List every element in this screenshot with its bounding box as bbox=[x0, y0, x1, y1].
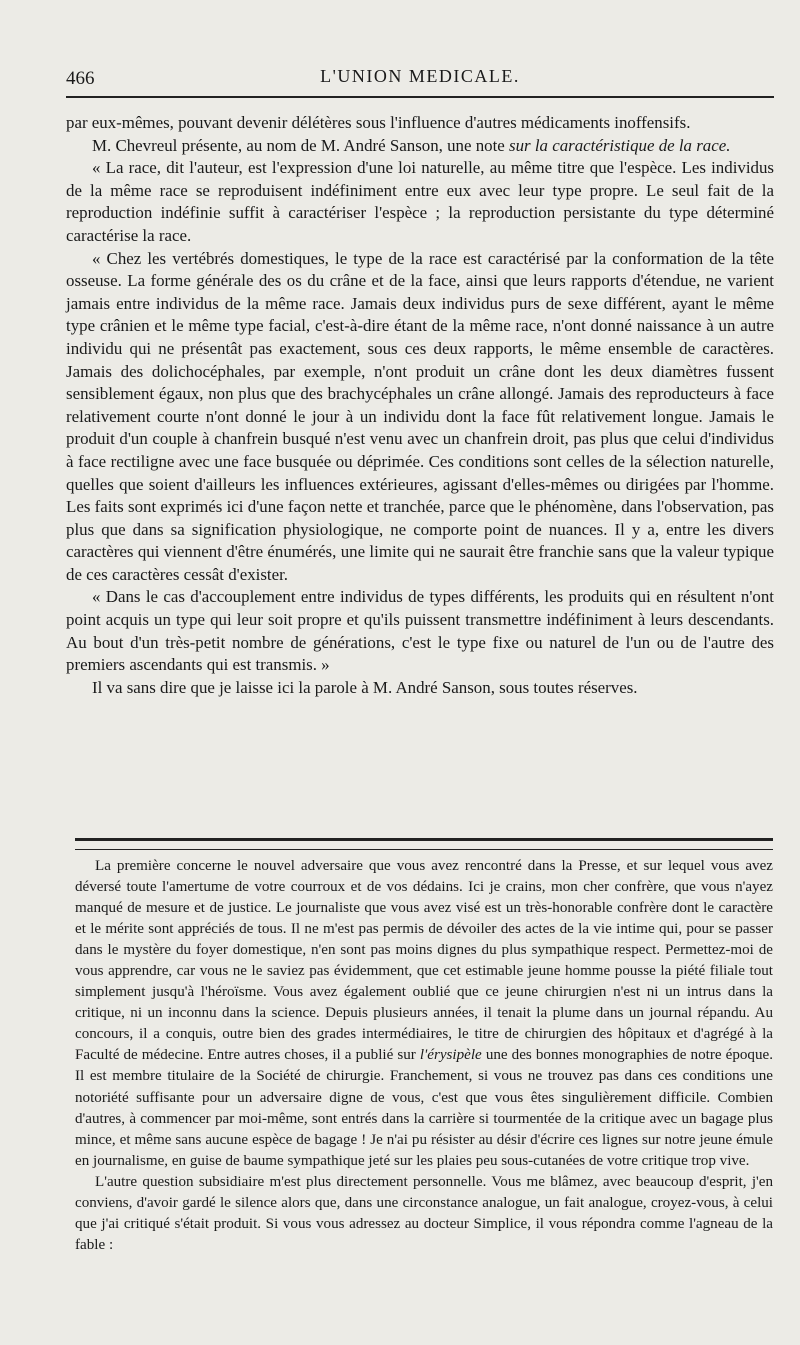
page-header bbox=[66, 60, 774, 98]
main-article bbox=[66, 112, 774, 699]
feuilleton-paragraph-2: L'autre question subsidiaire m'est plus directement personnelle. Vous me blâmez, avec beaucoup d'esprit, j'en conviens, d'avoir gardé le silence alors que, dans une circonstance analogue, un fait analogue, croyez-vous, à celui que j'ai critiqué s'était produit. Si vous vous adressez au docteur Simplice, il vous répondra comme l'agneau de la fable : bbox=[75, 1173, 773, 1253]
feuilleton-divider bbox=[75, 838, 773, 850]
paragraph-accouplement: « Dans le cas d'accouplement entre individus de types différents, les produits qui en résultent n'ont point acquis un type qui leur soit propre et qu'ils puissent transmettre indéfiniment à leurs descendants. Au bout d'un très-petit nombre de générations, c'est le type fixe ou naturel de l'un ou de l'autre des premiers ascendants qui est transmis. » bbox=[66, 587, 774, 675]
paragraph-chevreul bbox=[66, 135, 774, 158]
paragraph-vertebres: « Chez les vertébrés domestiques, le type de la race est caractérisé par la conformation de la tête osseuse. La forme générale des os du crâne et de la face, ainsi que leurs rapports d'étendue, ne varient jamais entre individus de la même race. Jamais deux individus purs de sexe différent, ayant le même type crânien et le même type facial, c'est-à-dire étant de la même race, n'ont donné naissance à un autre individu qui ne présentât pas exactement, sous ces deux rapports, le même ensemble de caractères. Jamais des dolichocéphales, par exemple, n'ont produit un crâne dont les deux diamètres fussent sensiblement égaux, non plus que des brachycéphales un crâne allongé. Jamais des reproducteurs à face relativement courte n'ont donné le jour à un individu dont la face fût relativement longue. Jamais le produit d'un couple à chanfrein busqué n'est venu avec un chanfrein droit, pas plus que celui d'individus à face rectiligne avec une face busquée ou déprimée. Ces conditions sont celles de la sélection naturelle, quelles que soient d'ailleurs les influences extérieures, agissant d'elles-mêmes ou dirigées par l'homme. Les faits sont exprimés ici d'une façon nette et tranchée, parce que le phénomène, dans l'observation, pas plus que dans sa signification physiologique, ne comporte point de nuances. Il y a, entre les divers caractères qui viennent d'être énumérés, une limite qui ne saurait être franchie sans que la valeur typique de ces caractères cessât d'exister. bbox=[66, 248, 774, 584]
running-title: L'UNION MEDICALE. bbox=[320, 66, 520, 86]
paragraph-race-definition: « La race, dit l'auteur, est l'expression d'une loi naturelle, au même titre que l'espèce. Les individus de la même race se reproduisent indéfiniment entre eux avec leur type propre. Le seul fait de la reproduction indéfinie suffit à caractériser l'espèce ; la reproduction persistante du type déterminé caractérise la race. bbox=[66, 158, 774, 245]
page-number: 466 bbox=[66, 68, 95, 89]
paragraph-chevreul-text: M. Chevreul présente, au nom de M. André Sanson, une note bbox=[92, 135, 510, 155]
paragraph-reserves: Il va sans dire que je laisse ici la parole à M. André Sanson, sous toutes réserves. bbox=[92, 677, 638, 697]
erysipele-term: l'érysipèle bbox=[419, 1047, 482, 1064]
feuilleton-paragraph-1 bbox=[75, 856, 773, 1172]
feuilleton-paragraph-1-text: La première concerne le nouvel adversaire que vous avez rencontré dans la Presse, et sur lequel vous avez déversé toute l'amertume de votre courroux et de vos dédains. Ici je crains, mon cher confrère, que vous n'ayez manqué de mesure et de justice. Le journaliste que vous avez visé est un très-honorable confrère dont le caractère et le mérite sont appréciés de tous. Il ne m'est pas permis de dévoiler des actes de la vie intime qui, pour se passer dans le mystère du foyer domestique, n'en sont pas moins dignes du plus sympathique respect. Permettez-moi de vous apprendre, car vous ne le saviez pas évidemment, que cet estimable jeune homme pousse la piété filiale tout simplement jusqu'à l'héroïsme. Vous avez également oublié que ce jeune chirurgien n'est ni un intrus dans la critique, ni un inconnu dans la science. Depuis plusieurs années, il tenait la plume dans un journal répandu. Au concours, il a conquis, outre bien des grades intermédiaires, le titre de chirurgien des hôpitaux et d'agrégé à la Faculté de médecine. Entre autres choses, il a publié sur bbox=[75, 858, 773, 1064]
feuilleton-section bbox=[75, 856, 773, 1256]
note-title: sur la caractéristique de la race. bbox=[509, 135, 731, 155]
feuilleton-paragraph-1-text-b: une des bonnes monographies de notre époque. Il est membre titulaire de la Société de chirurgie. Franchement, si vous ne trouvez pas dans ces conditions une notoriété suffisante pour un adversaire digne de vous, c'est que vous êtes singulièrement difficile. Combien d'autres, à commencer par moi-même, sont entrés dans la carrière si tourmentée de la critique avec un bagage plus mince, et même sans aucune espèce de bagage ! Je n'ai pu résister au désir d'écrire ces lignes sur notre jeune émule en journalisme, en guise de baume sympathique jeté sur les plaies peu sous-cutanées de votre critique trop vive. bbox=[75, 1047, 773, 1169]
paragraph-continuation: par eux-mêmes, pouvant devenir délétères sous l'influence d'autres médicaments inoffensifs. bbox=[66, 113, 691, 132]
